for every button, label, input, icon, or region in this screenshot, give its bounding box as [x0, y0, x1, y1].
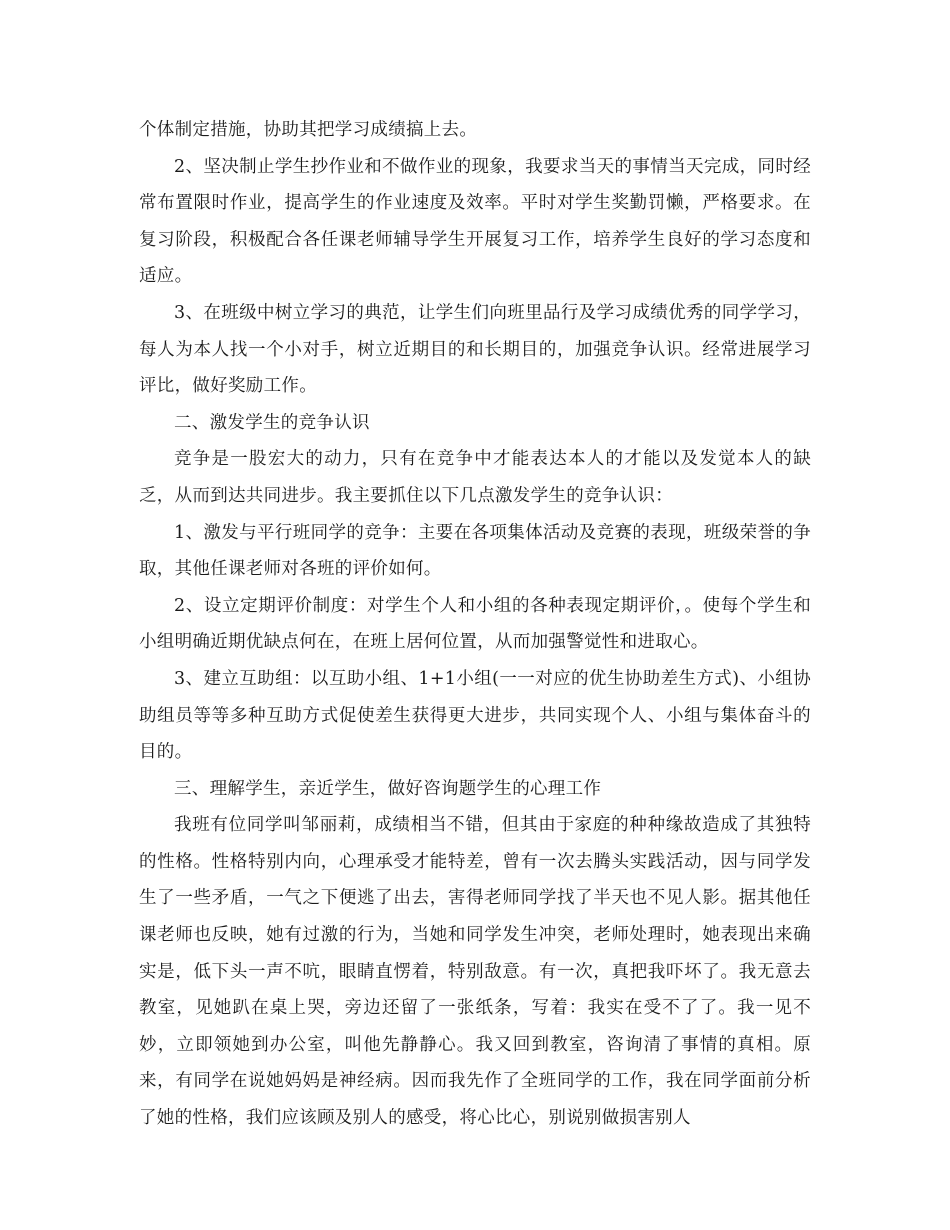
paragraph-6: 2、设立定期评价制度：对学生个人和小组的各种表现定期评价，。使每个学生和小组明确近期优缺点何在，在班上居何位置，从而加强警觉性和进取心。 — [139, 595, 811, 653]
section-heading-3: 三、理解学生，亲近学生，做好咨询题学生的心理工作 — [174, 778, 602, 799]
section-heading-2: 二、激发学生的竞争认识 — [174, 412, 370, 433]
paragraph-7: 3、建立互助组：以互助小组、1+1小组(一一对应的优生协助差生方式)、小组协助组员等等多种互助方式促使差生获得更大进步，共同实现个人、小组与集体奋斗的目的。 — [139, 668, 811, 763]
paragraph-5: 1、激发与平行班同学的竞争：主要在各项集体活动及竞赛的表现，班级荣誉的争取，其他任课老师对各班的评价如何。 — [139, 522, 811, 580]
paragraph-3: 3、在班级中树立学习的典范，让学生们向班里品行及学习成绩优秀的同学学习，每人为本人找一个小对手，树立近期目的和长期目的，加强竞争认识。经常进展学习评比，做好奖励工作。 — [139, 302, 811, 397]
paragraph-4: 竞争是一股宏大的动力，只有在竞争中才能表达本人的才能以及发觉本人的缺乏，从而到达共同进步。我主要抓住以下几点激发学生的竞争认识： — [139, 449, 811, 506]
paragraph-2: 2、坚决制止学生抄作业和不做作业的现象，我要求当天的事情当天完成，同时经常布置限时作业，提高学生的作业速度及效率。平时对学生奖勤罚懒，严格要求。在复习阶段，积极配合各任课老师辅导学生开展复习工作，培养学生良好的学习态度和适应。 — [139, 156, 811, 287]
paragraph-1: 个体制定措施，协助其把学习成绩搞上去。 — [139, 120, 478, 140]
document-body — [139, 112, 811, 1137]
paragraph-8: 我班有位同学叫邹丽莉，成绩相当不错，但其由于家庭的种种缘故造成了其独特的性格。性格特别内向，心理承受才能特差，曾有一次去腾头实践活动，因与同学发生了一些矛盾，一气之下便逃了出去，害得老师同学找了半天也不见人影。据其他任课老师也反映，她有过激的行为，当她和同学发生冲突，老师处理时，她表现出来确实是，低下头一声不吭，眼睛直愣着，特别敌意。有一次，真把我吓坏了。我无意去教室，见她趴在桌上哭，旁边还留了一张纸条，写着：我实在受不了了。我一见不妙，立即领她到办公室，叫他先静静心。我又回到教室，咨询清了事情的真相。原来，有同学在说她妈妈是神经病。因而我先作了全班同学的工作，我在同学面前分析了她的性格，我们应该顾及别人的感受，将心比心，别说别做损害别人 — [139, 815, 811, 1129]
